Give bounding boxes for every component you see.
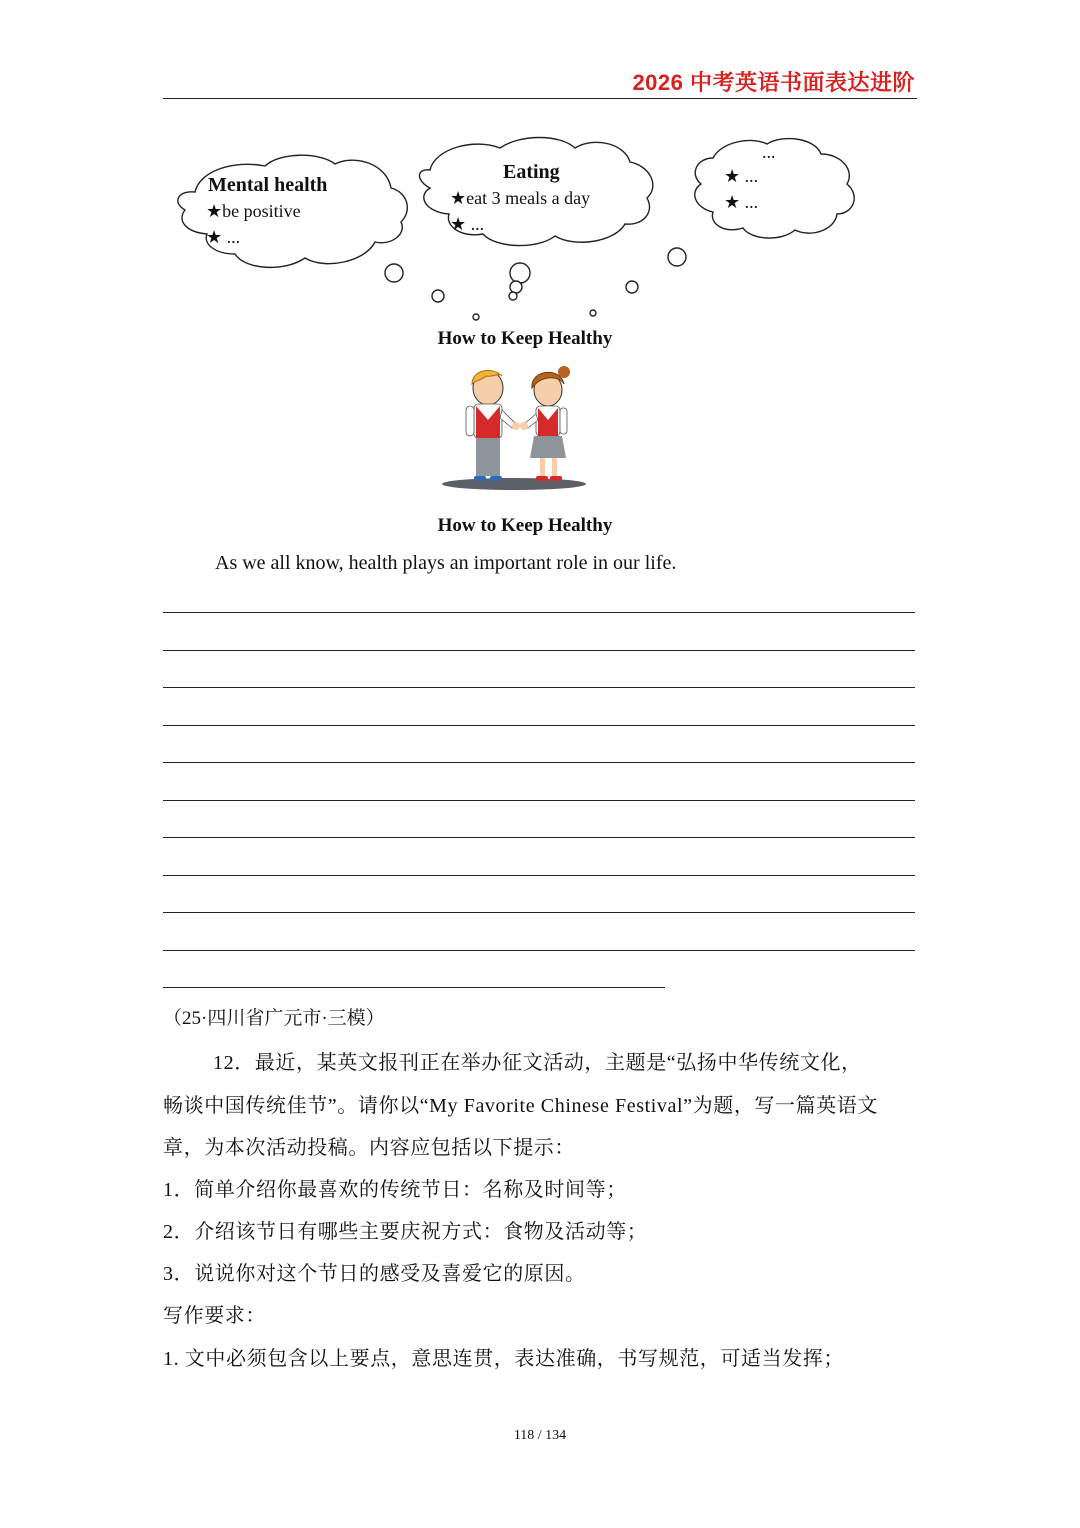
requirements-label: 写作要求： [163,1305,266,1327]
writing-line[interactable] [163,687,915,688]
bubble [432,290,444,302]
writing-line[interactable] [163,725,915,726]
prompt-point: 2．介绍该节日有哪些主要庆祝方式：食物及活动等； [163,1221,648,1243]
children-illustration [430,362,600,494]
cloud-eating-line: ★eat 3 meals a day [450,188,591,208]
question-source: （25·四川省广元市·三模） [163,1008,385,1029]
writing-line[interactable] [163,650,915,651]
cloud-mental-line: ★ ... [206,227,241,247]
writing-line[interactable] [163,837,915,838]
cloud-mental-title: Mental health [208,174,328,196]
writing-line[interactable] [163,987,665,988]
cloud-eating-title: Eating [503,161,560,183]
writing-line[interactable] [163,950,915,951]
bubble [510,281,522,293]
bubble [509,292,517,300]
cloud-other-title: ... [762,142,776,162]
bubble [590,310,596,316]
bubble [626,281,638,293]
requirement-item: 1. 文中必须包含以上要点，意思连贯，表达准确，书写规范，可适当发挥； [163,1348,844,1370]
prompt-point: 3．说说你对这个节日的感受及喜爱它的原因。 [163,1263,586,1285]
header-divider [163,98,917,99]
bubble [473,314,479,320]
boy-figure [466,370,520,481]
mindmap-caption: How to Keep Healthy [437,328,613,349]
cloud-mental-line: ★be positive [206,201,301,221]
question-prompt: 12．最近，某英文报刊正在举办征文活动，主题是“弘扬中华传统文化， [213,1052,862,1074]
bubble [510,263,530,283]
cloud-other-line: ★ ... [724,166,759,186]
writing-line[interactable] [163,612,915,613]
writing-line[interactable] [163,912,915,913]
girl-figure [520,366,570,481]
essay-title: How to Keep Healthy [437,515,613,536]
header-title: 2026 中考英语书面表达进阶 [632,70,915,95]
writing-line[interactable] [163,762,915,763]
prompt-point: 1．简单介绍你最喜欢的传统节日：名称及时间等； [163,1179,627,1201]
essay-opening: As we all know, health plays an important role in our life. [215,552,677,574]
page-number: 118 / 134 [513,1428,567,1443]
question-prompt: 畅谈中国传统佳节”。请你以“My Favorite Chinese Festival”为题，写一篇英语文 [163,1095,879,1117]
writing-line[interactable] [163,875,915,876]
question-prompt: 章，为本次活动投稿。内容应包括以下提示： [163,1137,575,1159]
cloud-eating-line: ★ ... [450,214,485,234]
bubble [668,248,686,266]
bubble [385,264,403,282]
cloud-other-line: ★ ... [724,192,759,212]
writing-line[interactable] [163,800,915,801]
